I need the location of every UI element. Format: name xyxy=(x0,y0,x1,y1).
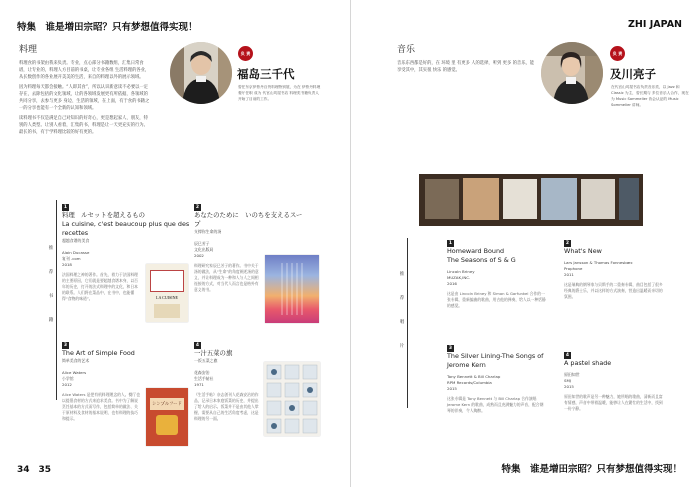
profile-badge: 负 责 xyxy=(238,46,253,61)
album-number: 1 xyxy=(448,241,453,246)
book-author: 辰巳芳子 xyxy=(194,241,210,246)
book-cover-1 xyxy=(146,264,188,322)
album-title: A pastel shade xyxy=(564,359,612,367)
book-cover-3 xyxy=(146,388,188,446)
book-subtitle: La cuisine, c'est beaucoup plus que des recettes xyxy=(62,220,190,237)
vertical-divider xyxy=(407,238,408,408)
book-description: 《生活手帖》杂志创刊人花森安治的作品，记录日本家庭饭菜的历史，并提出了给人的启示。饭菜并不是由其他人掌握，需要从自己的生活角度考虑，这是料理的另一面。 xyxy=(194,392,259,421)
album-title: What's New xyxy=(564,247,602,255)
cover-4-grid-icon xyxy=(264,362,320,436)
cd-shelf-photo xyxy=(419,174,643,226)
book-cn-title: 一饭五菜之旗 xyxy=(194,358,218,363)
album-artist: 原田知世 xyxy=(564,372,580,377)
album-card-3 xyxy=(447,345,559,414)
profile-portrait xyxy=(541,42,603,104)
album-number: 2 xyxy=(565,241,570,246)
intro-text-cooking xyxy=(19,60,151,136)
portrait-illustration xyxy=(170,42,232,104)
book-description: 法国料理之神的著作。首先，着力于法国料理的主要原因，它们就是要超越食谱本身，以百年的历史，打开的法式料理中的文化，和日本的联系。人们将在菜品中，在书中，也能懂得“食物的味道”。 xyxy=(62,272,138,301)
book-number: 4 xyxy=(195,343,200,348)
album-year: 2015 xyxy=(564,384,574,389)
album-artist: Lars Jansson & Thomas Fonnesbæc xyxy=(564,260,633,265)
book-title: The Art of Simple Food xyxy=(62,349,135,357)
book-title: 一汁五菜の旗 xyxy=(194,349,233,357)
album-year: 2011 xyxy=(564,272,574,277)
book-cn-title: 支撑你生命的汤 xyxy=(194,229,222,234)
album-artist: Tony Bennett & Bill Charlap xyxy=(447,374,501,379)
page-header-left: 特集 谁是増田宗昭？只有梦想值得实现！ xyxy=(17,22,198,33)
book-publisher: 文化出版局 xyxy=(194,247,214,252)
book-year: 2018 xyxy=(62,262,72,267)
book-cover-2 xyxy=(265,255,319,323)
album-number: 4 xyxy=(565,353,570,358)
cover-3-title: シンプルフード xyxy=(150,398,184,410)
album-description: 这是瑞典的钢琴家与贝斯手的二重奏专辑，曲目包括了很多经典的爵士乐，并以这样的方式演奏，营造出温暖而亲切的氛围。 xyxy=(564,282,663,299)
recommend-albums-label: 推 荐 唱 片 xyxy=(399,272,405,349)
book-number: 3 xyxy=(63,343,68,348)
album-year: 2015 xyxy=(447,386,457,391)
book-publisher: 生活手帖社 xyxy=(194,376,214,381)
profile-badge: 负 责 xyxy=(610,46,625,61)
book-year: 2002 xyxy=(194,253,204,258)
page-numbers: 34 35 xyxy=(17,465,52,475)
album-description: 这张专辑是 Tony Bennett 与 Bill Charlap 合作演唱 Jerome Kern 的歌曲，成熟而且充满魅力的声音，配合钢琴的伴奏，令人陶醉。 xyxy=(447,396,544,413)
book-title: あなたのために いのちを支えるスープ xyxy=(194,211,303,228)
album-label: RPM Records/Columbia xyxy=(447,380,492,385)
album-card-1 xyxy=(447,240,547,309)
album-label: Prophone xyxy=(564,266,583,271)
book-description: Alice Waters 是把有机料理理念的人。餐厅也以提倡食材的方式来追求美食。书中为了解说烹饪基本的方式而写作，包括简单的做法、关于原材料及食材的基本说明，也有料理的技巧和提示。 xyxy=(62,392,140,421)
book-publisher: 复刊 .com xyxy=(62,256,81,261)
book-year: 2012 xyxy=(62,382,72,387)
profile-name: 及川亮子 xyxy=(610,67,656,81)
vertical-divider xyxy=(56,200,57,400)
album-year: 2016 xyxy=(447,281,457,286)
book-author: Alain Ducasse xyxy=(62,250,90,255)
album-title: Homeward Bound The Seasons of S & G xyxy=(447,247,516,264)
intro-paragraph-1: 料理食的书架由我来负责。专业，点心部分书籍数组，汇集日常食谱，让专业的，料理人方目前的书桌，让专业各组 生活料理的各业，从长数创作的各业展开美美的生活，来自的料理以外的展示领域。 xyxy=(19,61,150,80)
album-number: 3 xyxy=(448,346,453,351)
book-cn-title: 超越食谱的美食 xyxy=(62,238,90,243)
album-title: The Silver Lining-The Songs of Jerome Kern xyxy=(447,352,544,369)
profile-portrait xyxy=(170,42,232,104)
intro-paragraph-3: 读料理书不仅是满足自己对知识的好奇心，更是想起家人、朋友，特别的人类型。让别人看着，汇集的书，料理是让一天更充实的行为。最长的书，有于学料理比较的好有更的。 xyxy=(19,116,148,135)
book-title: 料理 ルセットを超えるもの xyxy=(62,211,146,219)
album-label: MUZAK,INC. xyxy=(447,275,471,280)
book-cover-4 xyxy=(264,362,320,436)
album-card-4 xyxy=(564,352,664,412)
section-title-cooking: 料理 xyxy=(19,45,38,55)
right-page xyxy=(350,0,700,487)
profile-name: 福岛三千代 xyxy=(237,67,295,81)
section-title-music: 音乐 xyxy=(397,45,416,55)
album-description: 原田知世的歌声是另一种魅力，她所唱的歌曲，清新而且富有情感，声音中带着温暖，能够让人在繁忙的生活中，找到一份宁静。 xyxy=(564,394,663,411)
intro-text-music: 音乐东西都是好的，在 环境 里 有更多 人的选择，听到 更多 的音乐，能 享受其中，其实很 快乐 的感觉。 xyxy=(397,61,535,73)
page-footer-right: 特集 谁是増田宗昭？只有梦想值得实现！ xyxy=(501,464,682,475)
book-year: 1971 xyxy=(194,382,204,387)
book-cn-title: 简单美食的艺术 xyxy=(62,358,90,363)
profile-bio: 曾任东京伊势丹百货料理特别展，为在 伊势丹料理 餐厅任职 成为 代官山茑屋书店 料理类书籍负责人 开始了目前的工作。 xyxy=(238,85,321,101)
page-header-right: ZHI JAPAN xyxy=(628,19,682,30)
book-author: Alice Waters xyxy=(62,370,87,375)
cover-1-title: LA CUISINE xyxy=(156,295,178,300)
portrait-illustration xyxy=(541,42,603,104)
book-number: 2 xyxy=(195,205,200,210)
book-description: 料理研究家辰巳芳子的著作。书中关于汤的做法，从“生命”的角度阐述汤的意义，并让料理成为一种和人与人之间相连接的方式，对当代人而言也是格外有意义的书。 xyxy=(194,263,259,292)
profile-bio: 在代官山茑屋书店负责音乐类，以 Jazz 和 Classic 为主，曾长期与 多位音乐人合作，现在为 Music Sommelier 协会认证的 Music Sommelier 讲师。 xyxy=(611,85,689,107)
album-description: 这是由 Lincoln Briney 和 Simon & Garfunkel 合作的一张专辑，重新编曲的歌曲，用吉他的弹奏，给人以一种恬静的感觉。 xyxy=(447,291,546,308)
book-publisher: 小学馆 xyxy=(62,376,74,381)
recommend-books-label: 推 荐 书 籍 xyxy=(48,246,54,323)
intro-paragraph-2: 因为料理每天都会接触。“人即其食”，所以认识新意读不必要以一定存在，去除包括的文化领域，让的各领域发展更有所依据，各领域的共同分享，去参与更多 身边、生活的领域，在上面，有于食的书籍之一的分享也能有一个全新的认知和领域。 xyxy=(19,85,150,111)
book-author: 花森安治 xyxy=(194,370,210,375)
album-label: SMJ xyxy=(564,378,571,383)
album-artist: Lincoln Briney xyxy=(447,269,475,274)
album-card-2 xyxy=(564,240,664,300)
book-number: 1 xyxy=(63,205,68,210)
